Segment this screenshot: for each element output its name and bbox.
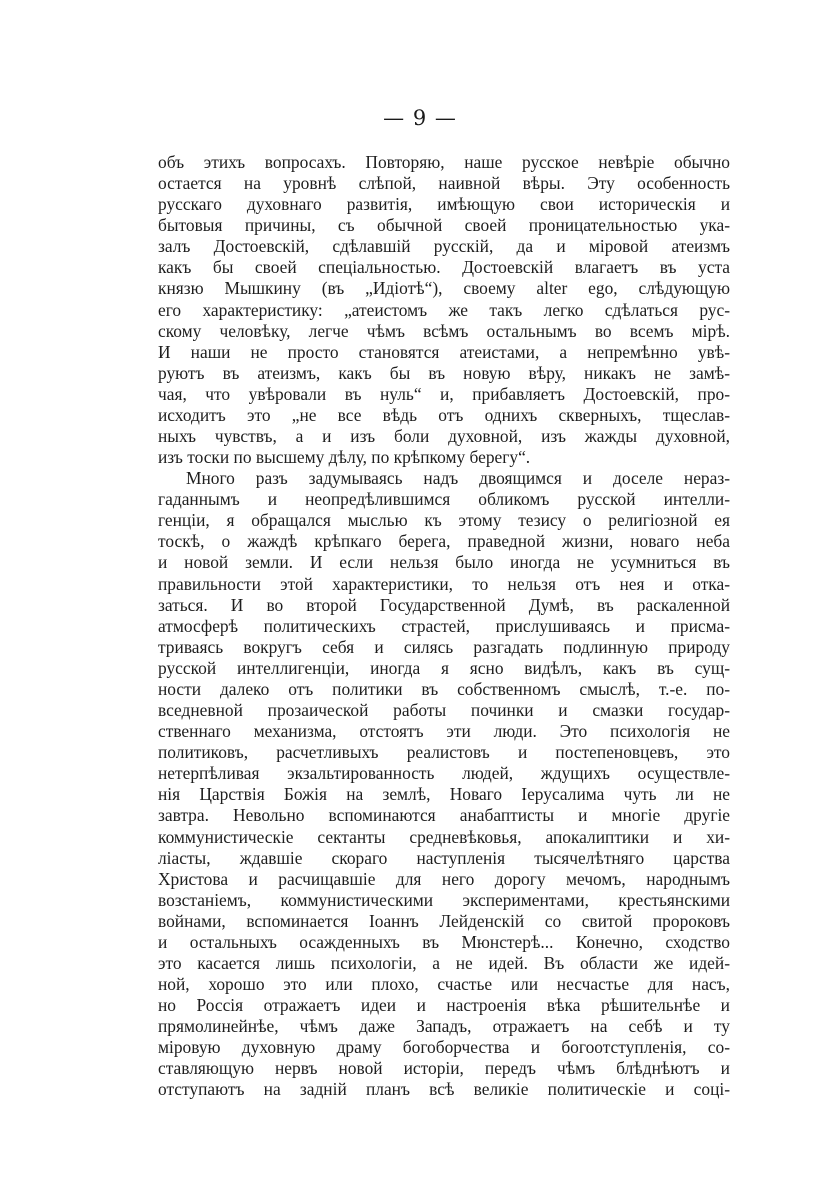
text-line: остается на уровнѣ слѣпой, наивной вѣры. Эту особенность	[158, 173, 730, 194]
text-line: И наши не просто становятся атеистами, а непремѣнно увѣ-	[158, 341, 730, 362]
text-line: завтра. Невольно вспоминаются анабаптисты и многіе другіе	[158, 805, 730, 826]
text-line: это касается лишь психологіи, а не идей. Въ области же идей-	[158, 952, 730, 973]
page-number: — 9 —	[383, 106, 457, 130]
text-line: залъ Достоевскій, сдѣлавшій русскій, да и міровой атеизмъ	[158, 236, 730, 257]
text-line: политиковъ, расчетливыхъ реалистовъ и постепеновцевъ, это	[158, 742, 730, 763]
text-line: ставляющую нервъ новой исторіи, передъ чѣмъ блѣднѣютъ и	[158, 1058, 730, 1079]
text-line: нетерпѣливая экзальтированность людей, ждущихъ осуществле-	[158, 763, 730, 784]
text-line: коммунистическіе сектанты средневѣковья, апокалиптики и хи-	[158, 826, 730, 847]
text-line: ственнаго механизма, отстоятъ эти люди. Это психологія не	[158, 721, 730, 742]
text-line: и новой земли. И если нельзя было иногда не усумниться въ	[158, 552, 730, 573]
text-line: исходитъ это „не все вѣдь отъ однихъ скверныхъ, тщеслав-	[158, 404, 730, 425]
text-line: изъ тоски по высшему дѣлу, по крѣпкому берегу“.	[158, 447, 531, 468]
text-line: ности далеко отъ политики въ собственномъ смыслѣ, т.-е. по-	[158, 678, 730, 699]
text-line: какъ бы своей спеціальностью. Достоевскій влагаетъ въ уста	[158, 257, 730, 278]
text-line: генціи, я обращался мыслью къ этому тезису о религіозной ея	[158, 510, 730, 531]
text-line: объ этихъ вопросахъ. Повторяю, наше русское невѣріе обычно	[158, 152, 730, 172]
text-line: ной, хорошо это или плохо, счастье или несчастье для насъ,	[158, 974, 730, 995]
text-line: войнами, вспоминается Іоаннъ Лейденскій со свитой пророковъ	[158, 910, 730, 931]
text-line: нія Царствія Божія на землѣ, Новаго Іерусалима чуть ли не	[158, 784, 730, 805]
text-line: и остальныхъ осажденныхъ въ Мюнстерѣ... Конечно, сходство	[158, 931, 730, 952]
text-line: заться. И во второй Государственной Думѣ, въ раскаленной	[158, 594, 730, 615]
text-line: прямолинейнѣе, чѣмъ даже Западъ, отражаетъ на себѣ и ту	[158, 1016, 730, 1037]
text-line: Много разъ задумываясь надъ двоящимся и доселе нераз-	[186, 468, 730, 489]
text-line: русской интеллигенціи, иногда я ясно видѣлъ, какъ въ сущ-	[158, 657, 730, 678]
text-line: его характеристику: „атеистомъ же такъ легко сдѣлаться рус-	[158, 299, 730, 320]
text-line: тоскѣ, о жаждѣ крѣпкаго берега, праведной жизни, новаго неба	[158, 531, 730, 552]
body-text	[158, 152, 730, 1101]
text-line: отступаютъ на задній планъ всѣ великіе политическіе и соці-	[158, 1079, 730, 1100]
text-line: ліасты, ждавшіе скораго наступленія тысячелѣтняго царства	[158, 847, 730, 868]
text-line: триваясь вокругъ себя и силясь разгадать подлинную природу	[158, 636, 730, 657]
text-line: міровую духовную драму богоборчества и богоотступленія, со-	[158, 1037, 730, 1058]
text-line: вседневной прозаической работы починки и смазки государ-	[158, 700, 730, 721]
text-line: Христова и расчищавшіе для него дорогу мечомъ, народнымъ	[158, 868, 730, 889]
text-line: атмосферѣ политическихъ страстей, прислушиваясь и присма-	[158, 615, 730, 636]
text-line: ныхъ чувствъ, а и изъ боли духовной, изъ жажды духовной,	[158, 426, 730, 447]
text-line: правильности этой характеристики, то нельзя отъ нея и отка-	[158, 573, 730, 594]
paragraph	[158, 152, 730, 468]
paragraph	[158, 468, 730, 1100]
text-line: руютъ въ атеизмъ, какъ бы въ новую вѣру, никакъ не замѣ-	[158, 362, 730, 383]
text-line: князю Мышкину (въ „Идіотѣ“), своему alter ego, слѣдующую	[158, 278, 730, 299]
text-line: но Россія отражаетъ идеи и настроенія вѣка рѣшительнѣе и	[158, 995, 730, 1016]
text-line: скому человѣку, легче чѣмъ всѣмъ остальнымъ во всемъ мірѣ.	[158, 320, 730, 341]
text-line: возстаніемъ, коммунистическими экспериментами, крестьянскими	[158, 889, 730, 910]
text-line: чая, что увѣровали въ нуль“ и, прибавляетъ Достоевскій, про-	[158, 383, 730, 404]
text-line: гаданнымъ и неопредѣлившимся обликомъ русской интелли-	[158, 489, 730, 510]
text-line: русскаго духовнаго развитія, имѣющую свои историческія и	[158, 194, 730, 215]
text-line: бытовыя причины, съ обычной своей проницательностью ука-	[158, 215, 730, 236]
